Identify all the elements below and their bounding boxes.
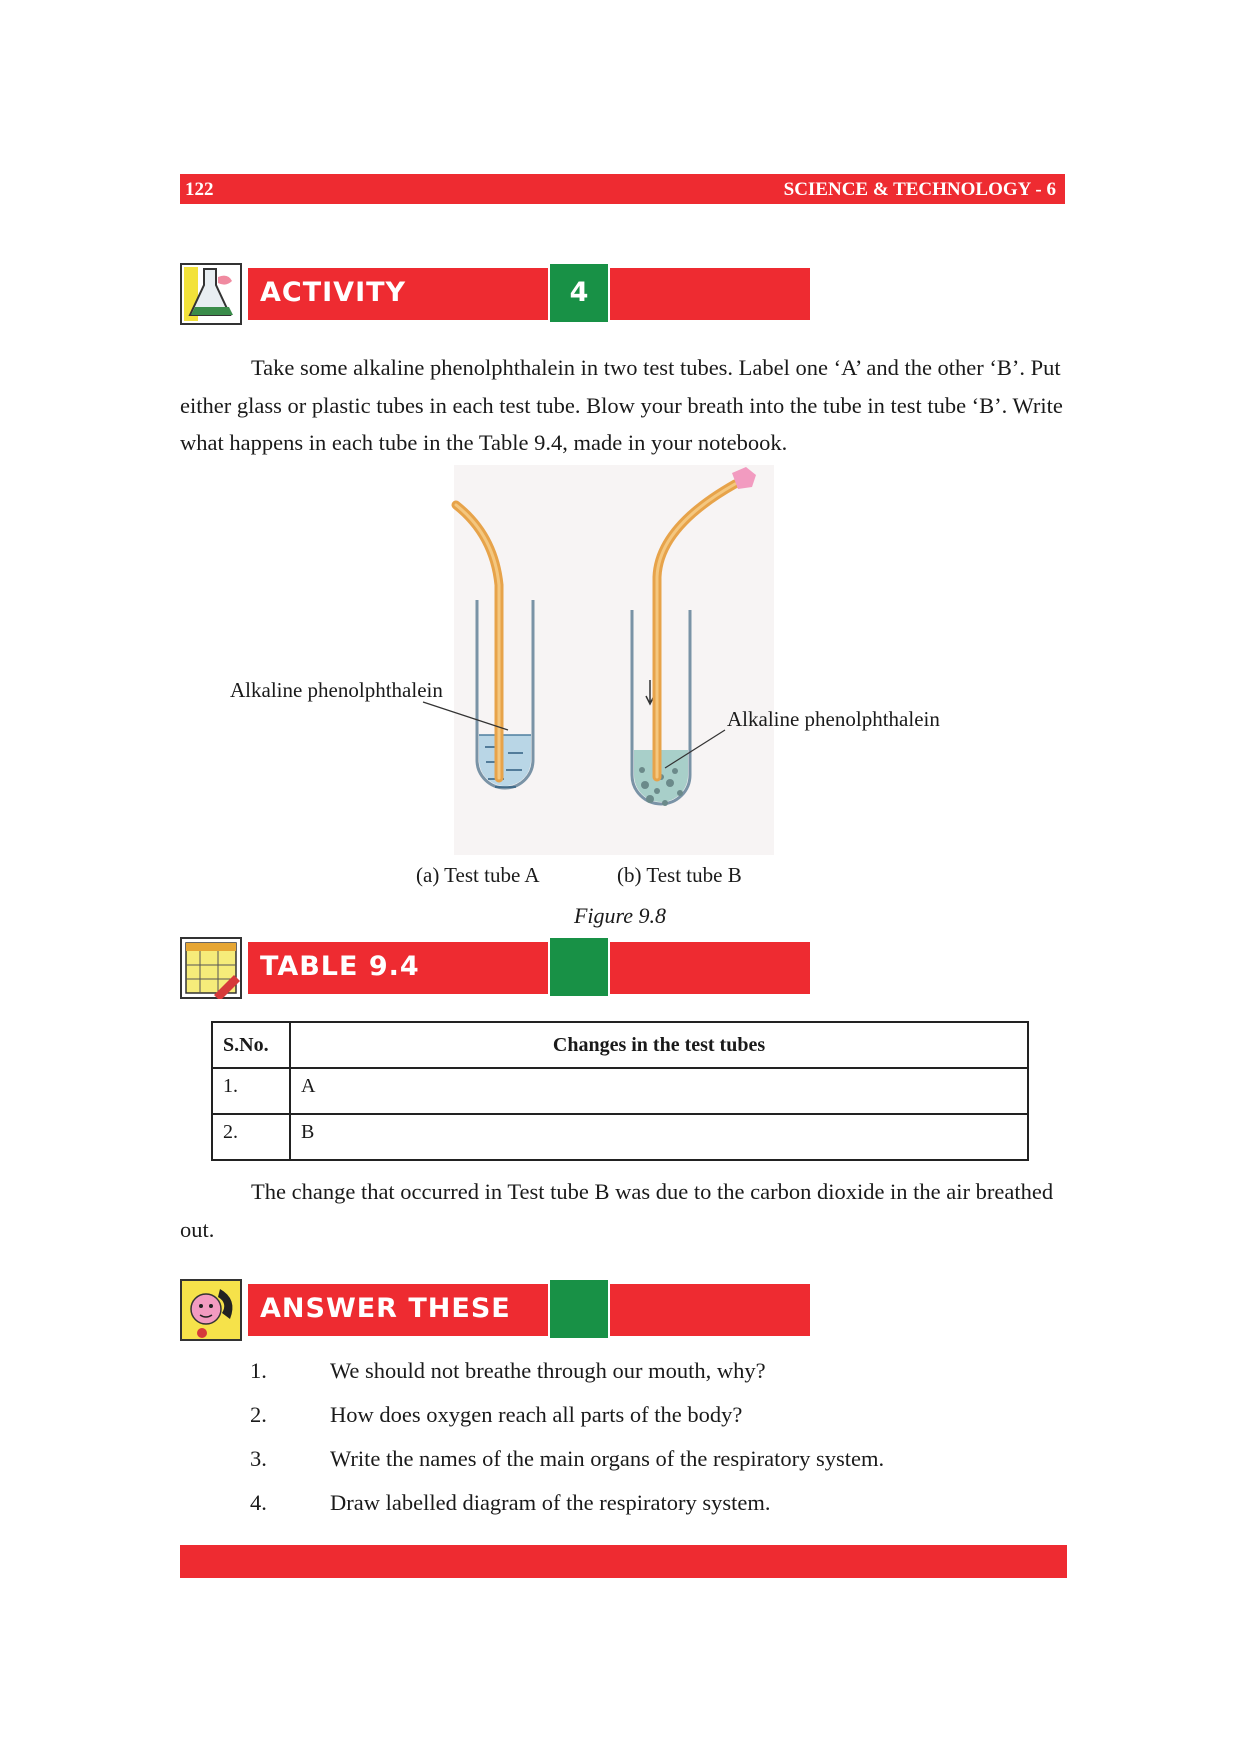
table-9-4 [211,1021,1029,1161]
col-sno-header: S.No. [212,1022,290,1068]
activity-heading [180,263,810,325]
table-notebook-icon [180,937,242,999]
row-sno: 2. [212,1114,290,1160]
table-row [212,1068,1028,1114]
col-changes-header: Changes in the test tubes [290,1022,1028,1068]
row-sno: 1. [212,1068,290,1114]
activity-number: 4 [550,264,608,322]
page-number: 122 [185,179,214,200]
activity-flask-icon [180,263,242,325]
list-item: 4. Draw labelled diagram of the respiratory system. [250,1490,771,1515]
page-header [180,174,1065,204]
figure-test-tubes [220,465,980,905]
list-item: 1. We should not breathe through our mouth, why? [250,1358,766,1383]
answer-character-icon [180,1279,242,1341]
list-item: 3. Write the names of the main organs of the respiratory system. [250,1446,885,1471]
activity-title: ACTIVITY [260,277,407,308]
row-tube: B [290,1114,1028,1160]
answer-title: ANSWER THESE [260,1293,511,1324]
table-header-row [212,1022,1028,1068]
activity-text: Take some alkaline phenolphthalein in two test tubes. Label one ‘A’ and the other ‘B’. Put either glass or plastic tubes in each test tube. Blow your breath into the tube in test tube ‘B’. Write what happens in each tube in the Table 9.4, made in your notebook. [180,355,1063,455]
caption-test-tube-a: (a) Test tube A [416,863,540,887]
table-title: TABLE 9.4 [260,951,420,982]
book-title: SCIENCE & TECHNOLOGY - 6 [783,179,1056,200]
table-heading [180,937,810,999]
figure-caption: Figure 9.8 [573,903,667,928]
list-item: 2. How does oxygen reach all parts of the body? [250,1402,743,1427]
label-alkaline-right: Alkaline phenolphthalein [727,707,940,731]
note-text: The change that occurred in Test tube B was due to the carbon dioxide in the air breathed out. [180,1179,1054,1242]
row-tube: A [290,1068,1028,1114]
label-alkaline-left: Alkaline phenolphthalein [230,678,443,702]
table-row [212,1114,1028,1160]
question-list [250,1358,884,1534]
caption-test-tube-b: (b) Test tube B [617,863,742,887]
footer-bar [180,1545,1067,1578]
answer-heading [180,1279,810,1341]
